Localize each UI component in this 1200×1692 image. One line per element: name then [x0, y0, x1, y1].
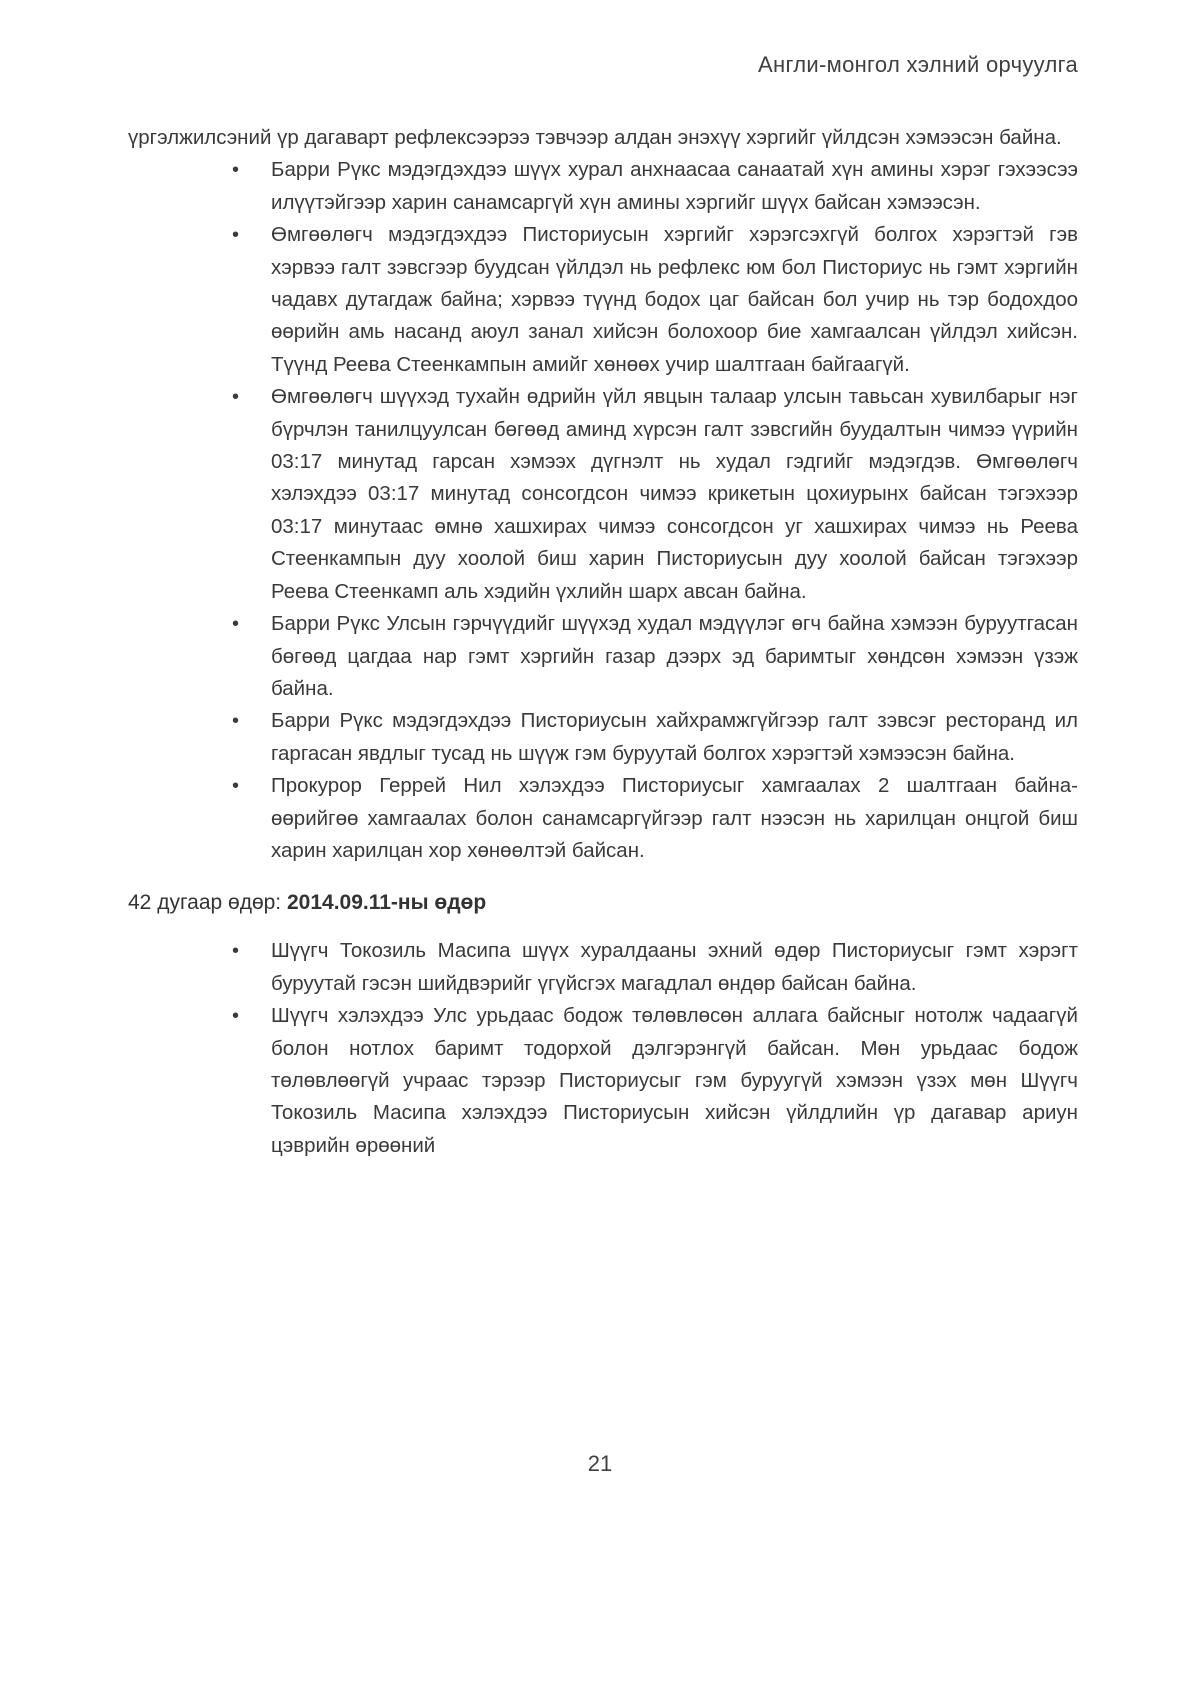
list-item-text: Барри Рүкс Улсын гэрчүүдийг шүүхэд худал мэдүүлэг өгч байна хэмээн буруутгасан бөгөөд цагдаа нар гэмт хэргийн газар дээрх эд баримтыг хөндсөн хэмээн үзэж байна. — [271, 612, 1078, 700]
list-item-text: Барри Рүкс мэдэгдэхдээ Писториусын хайхрамжгүйгээр галт зэвсэг ресторанд ил гаргасан явдлыг тусад нь шүүж гэм буруутай болгох хэрэгтэй хэмээсэн байна. — [271, 709, 1078, 765]
bullet-list-bottom — [128, 935, 1078, 1162]
bullet-icon: • — [232, 224, 240, 247]
list-item-text: Шүүгч Токозиль Масипа шүүх хуралдааны эхний өдөр Писториусыг гэмт хэрэгт буруутай гэсэн шийдвэрийг үгүйсгэх магадлал өндөр байсан байна. — [271, 939, 1078, 995]
list-item — [128, 381, 1078, 608]
bullet-icon: • — [232, 159, 240, 182]
list-item — [128, 1000, 1078, 1162]
bullet-list-top — [128, 154, 1078, 867]
bullet-icon: • — [232, 386, 240, 409]
bullet-icon: • — [232, 775, 240, 798]
list-item — [128, 770, 1078, 867]
list-item-text: Прокурор Геррей Нил хэлэхдээ Писториусыг хамгаалах 2 шалтгаан байна- өөрийгөө хамгаалах болон санамсаргүйгээр галт нээсэн нь харилцан онцгой биш харин харилцан хор хөнөөлтэй байсан. — [271, 774, 1078, 862]
list-item — [128, 935, 1078, 1000]
list-item-text: Барри Рүкс мэдэгдэхдээ шүүх хурал анхнаасаа санаатай хүн амины хэрэг гэхээсээ илүүтэйгээр харин санамсаргүй хүн амины хэргийг шүүх байсан хэмээсэн. — [271, 158, 1078, 214]
list-item-text: Өмгөөлөгч шүүхэд тухайн өдрийн үйл явцын талаар улсын тавьсан хувилбарыг нэг бүрчлэн танилцуулсан бөгөөд аминд хүрсэн галт зэвсгийн буудалтын чимээ үүрийн 03:17 минутад гарсан хэмээх дүгнэлт нь худал гэдгийг мэдэгдэв. Өмгөөлөгч хэлэхдээ 03:17 минутад сонсогдсон чимээ крикетын цохиурынх байсан тэгэхээр 03:17 минутаас өмнө хашхирах чимээ сонсогдсон уг хашхирах чимээ нь Реева Стеенкампын дуу хоолой биш харин Писториусын дуу хоолой байсан тэгэхээр Реева Стеенкамп аль хэдийн үхлийн шарх авсан байна. — [271, 385, 1078, 603]
list-item — [128, 705, 1078, 770]
bullet-icon: • — [232, 940, 240, 963]
running-header: Англи-монгол хэлний орчуулга — [758, 52, 1078, 77]
section-heading-date: 2014.09.11-ны өдөр — [286, 891, 487, 915]
page-content — [128, 122, 1078, 1162]
page-number: 21 — [587, 1451, 613, 1476]
list-item — [128, 608, 1078, 705]
section-heading — [128, 883, 1078, 923]
section-heading-lead: 42 дугаар өдөр: — [128, 891, 287, 915]
list-item — [128, 219, 1078, 381]
bullet-icon: • — [232, 613, 240, 636]
bullet-icon: • — [232, 710, 240, 733]
list-item-text: Шүүгч хэлэхдээ Улс урьдаас бодож төлөвлөсөн аллага байсныг нотолж чадаагүй болон нотлох баримт тодорхой дэлгэрэнгүй байсан. Мөн урьдаас бодож төлөвлөөгүй учраас тэрээр Писториусыг гэм буруугүй хэмээн үзэх мөн Шүүгч Токозиль Масипа хэлэхдээ Писториусын хийсэн үйлдлийн үр дагавар ариун цэврийн өрөөний — [271, 1004, 1078, 1157]
bullet-icon: • — [232, 1005, 240, 1028]
list-item-text: Өмгөөлөгч мэдэгдэхдээ Писториусын хэргийг хэрэгсэхгүй болгох хэрэгтэй гэв хэрвээ галт зэвсгээр буудсан үйлдэл нь рефлекс юм бол Писториус нь гэмт хэргийн чадавх дутагдаж байна; хэрвээ түүнд бодох цаг байсан бол учир нь тэр бодохдоо өөрийн амь насанд аюул занал хийсэн болохоор бие хамгаалсан үйлдэл хийсэн. Түүнд Реева Стеенкампын амийг хөнөөх учир шалтгаан байгаагүй. — [271, 223, 1078, 376]
continuation-paragraph: үргэлжилсэний үр дагаварт рефлексээрээ тэвчээр алдан энэхүү хэргийг үйлдсэн хэмээсэн байна. — [128, 126, 1062, 149]
list-item — [128, 154, 1078, 219]
